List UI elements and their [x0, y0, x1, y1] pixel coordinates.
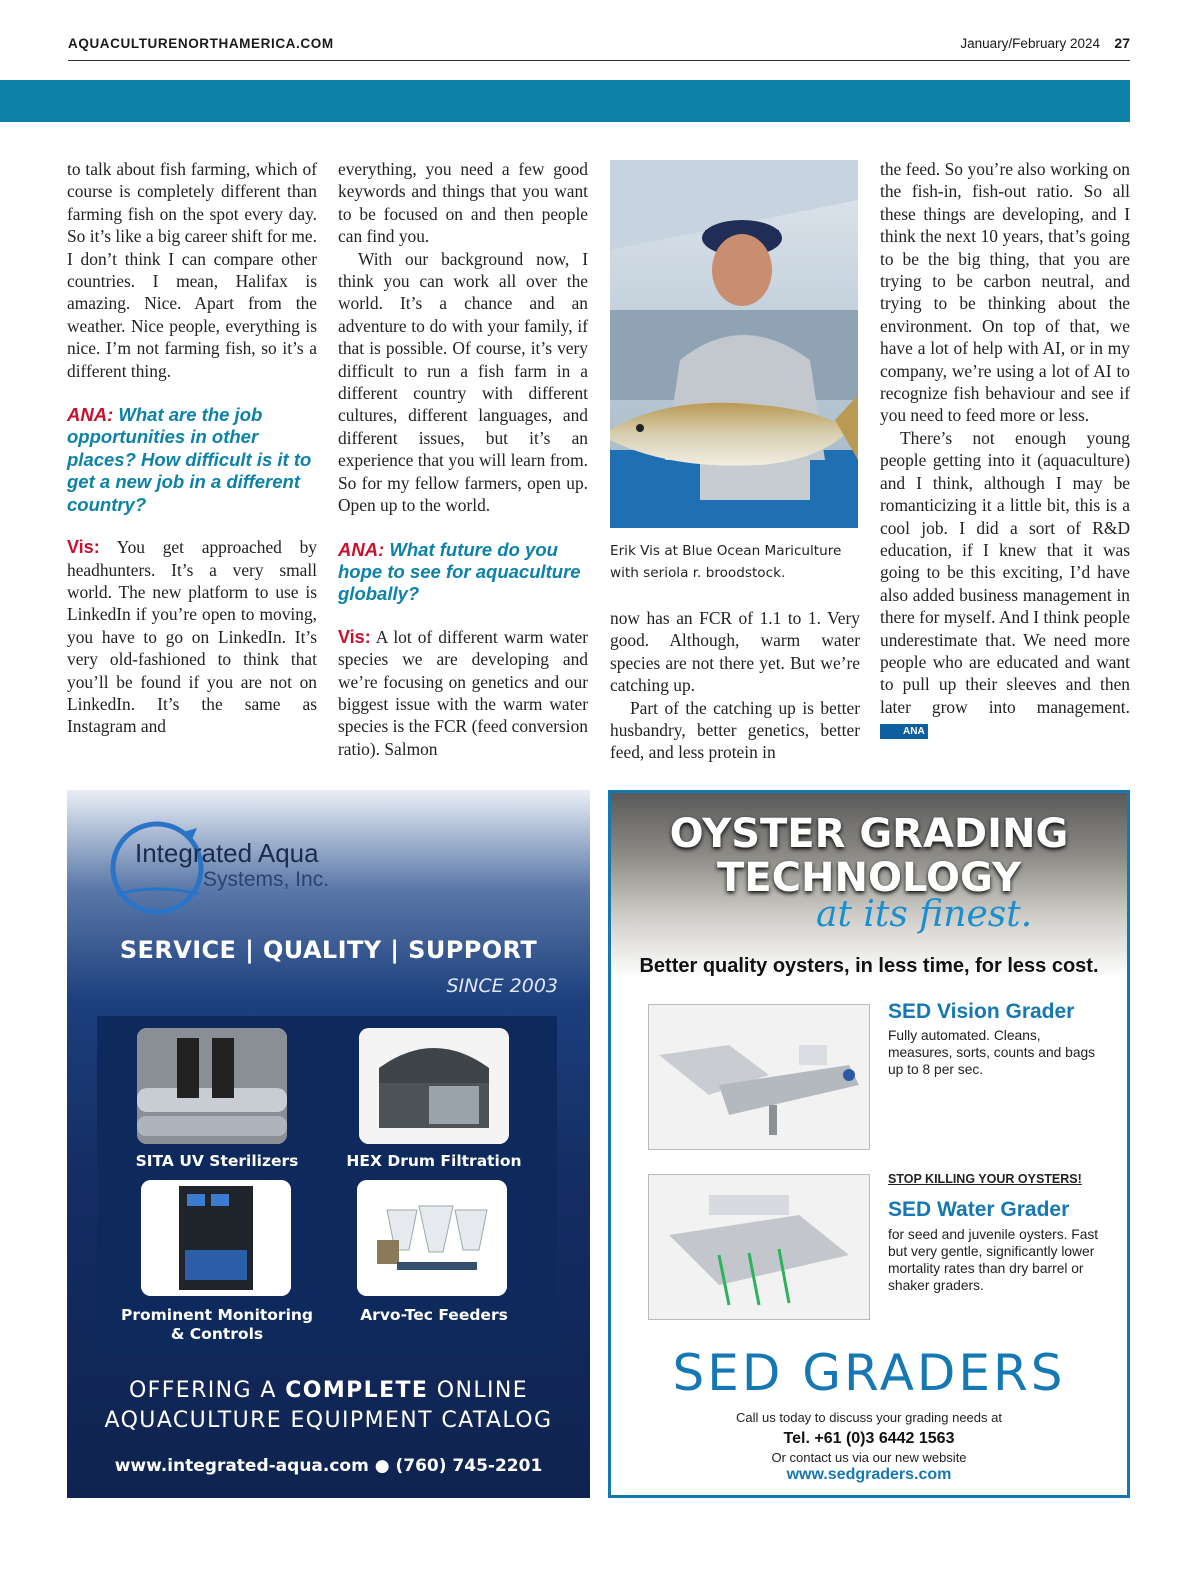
- headline-line2: TECHNOLOGY: [717, 855, 1021, 901]
- paragraph: to talk about fish farming, which of course is completely different than farming fish on the spot every day. So it’s like a big career shift for me. I don’t think I can compare other countries. I mean, Halifax is amazing. Nice. Apart from the weather. Nice people, everything is nice. I’m not farming fish, so it’s a different thing.: [67, 159, 317, 381]
- question-text: What are the job opportunities in other places? How difficult is it to get a new job in a different country?: [67, 404, 312, 515]
- drum-filter-icon: [359, 1028, 509, 1144]
- product-name: SED Water Grader: [888, 1198, 1070, 1221]
- ad-sed-graders[interactable]: [608, 790, 1130, 1498]
- offer-emphasis: COMPLETE: [285, 1378, 429, 1403]
- question-text: What future do you hope to see for aquaculture globally?: [338, 538, 581, 605]
- product-description: Fully automated. Cleans, measures, sorts, counts and bags up to 8 per sec.: [888, 1028, 1096, 1077]
- paragraph: the feed. So you’re also working on the fish-in, fish-out ratio. So all these things are developing, and I think the next 10 years, that’s going to be the big thing, that you are trying to be carbon neutral, and trying to be thinking about the environment. On top of that, we have a lot of help with AI, or in my company, we’re using a lot of AI to recognize fish behaviour and see if you need to feed more or less.: [880, 159, 1130, 426]
- product-label: Prominent Monitoring & Controls: [120, 1306, 314, 1343]
- ad-headline: [608, 812, 1130, 900]
- article-column-1: [67, 158, 317, 738]
- sed-graders-logo: SED GRADERS: [672, 1344, 1066, 1402]
- catalog-offer: [67, 1376, 590, 1436]
- paragraph: now has an FCR of 1.1 to 1. Very good. Although, warm water species are not there yet. But we’re catching up.: [610, 608, 860, 696]
- feeders-image: [357, 1180, 507, 1296]
- header-color-band: [0, 80, 1130, 122]
- page-header: [68, 34, 1130, 61]
- contact-note: Or contact us via our new website: [771, 1450, 967, 1465]
- ad-contact[interactable]: www.integrated-aqua.com ● (760) 745-2201: [114, 1456, 543, 1476]
- product-description: for seed and juvenile oysters. Fast but very gentle, significantly lower mortality rates than dry barrel or shaker graders.: [888, 1227, 1099, 1293]
- end-of-article-mark: ANA: [880, 724, 928, 739]
- paragraph: With our background now, I think you can work all over the world. It’s a chance and an adventure to do with your family, if that is possible. Of course, it’s very difficult to run a fish farm in a different country with different cultures, different languages, and different issues, but it’s an experience that you will learn from. So for my fellow farmers, open up. Open up to the world.: [338, 248, 588, 516]
- uv-sterilizer-image: [137, 1028, 287, 1144]
- paragraph: Part of the catching up is better husbandry, better genetics, better feed, and less protein in: [610, 697, 860, 763]
- site-name[interactable]: AQUACULTURENORTHAMERICA.COM: [68, 36, 334, 51]
- answer-speaker: Vis:: [338, 626, 371, 647]
- vision-grader-image: [648, 1004, 870, 1150]
- feeder-icon: [357, 1180, 507, 1296]
- article-column-4: [880, 158, 1130, 741]
- interview-answer: [67, 536, 317, 738]
- interview-question: [67, 404, 317, 516]
- question-speaker: ANA:: [67, 404, 114, 426]
- offer-text: OFFERING A: [128, 1378, 286, 1403]
- product-label: SITA UV Sterilizers: [135, 1152, 299, 1170]
- drum-filter-image: [359, 1028, 509, 1144]
- page-number: 27: [1114, 35, 1130, 51]
- interview-question: [338, 539, 588, 606]
- ad-integrated-aqua[interactable]: [67, 790, 590, 1498]
- call-to-action: Call us today to discuss your grading needs at: [736, 1410, 1002, 1425]
- stop-notice: STOP KILLING YOUR OYSTERS!: [888, 1172, 1082, 1186]
- article-photo: [610, 160, 858, 528]
- uv-sterilizer-icon: [137, 1028, 287, 1144]
- paragraph: everything, you need a few good keywords and things that you want to be focused on and then people can find you.: [338, 159, 588, 247]
- product-grid: [97, 1016, 557, 1354]
- since-year: SINCE 2003: [446, 975, 558, 997]
- article-column-2: [338, 158, 588, 760]
- company-name: Integrated Aqua: [135, 838, 319, 868]
- headline-script: at its finest.: [816, 894, 1033, 935]
- grader-machine-icon: [649, 1005, 869, 1149]
- company-name-suffix: Systems, Inc.: [203, 868, 330, 891]
- monitoring-controls-image: [141, 1180, 291, 1296]
- offer-text: ONLINE: [428, 1378, 529, 1403]
- question-speaker: ANA:: [338, 538, 385, 560]
- ad-subhead: Better quality oysters, in less time, for less cost.: [639, 955, 1099, 977]
- photo-caption: Erik Vis at Blue Ocean Mariculture with seriola r. broodstock.: [610, 543, 842, 581]
- water-grader-icon: [649, 1175, 869, 1319]
- photo-illustration: [610, 160, 858, 528]
- paragraph-text: There’s not enough young people getting into it (aquaculture) and I think, although I may be romanticizing it a little bit, this is a cool job. I did a sort of R&D education, if I knew that it was going to be this exciting, I’d have also added business management in there for myself. And I think people underestimate that. We need more people who are educated and want to pull up their sleeves and then later grow into management.: [880, 427, 1130, 717]
- interview-answer: [338, 626, 588, 760]
- answer-text: You get approached by headhunters. It’s a very small world. The new platform to use is LinkedIn if you’re open to moving, you have to go on LinkedIn. It’s very old-fashioned to think that you’ll be found if you are not on LinkedIn. It’s the same as Instagram and: [67, 537, 317, 737]
- control-panel-icon: [141, 1180, 291, 1296]
- website-link[interactable]: www.sedgraders.com: [786, 1466, 952, 1483]
- water-grader-image: [648, 1174, 870, 1320]
- telephone[interactable]: Tel. +61 (0)3 6442 1563: [783, 1430, 955, 1447]
- paragraph: [880, 427, 1130, 741]
- answer-speaker: Vis:: [67, 537, 100, 558]
- issue-date: January/February 2024: [960, 36, 1100, 51]
- offer-text-line2: AQUACULTURE EQUIPMENT CATALOG: [104, 1408, 553, 1433]
- product-label: HEX Drum Filtration: [346, 1152, 522, 1170]
- headline-line1: OYSTER GRADING: [669, 811, 1069, 857]
- product-name: SED Vision Grader: [888, 1000, 1075, 1023]
- article-column-3: [610, 607, 860, 764]
- answer-text: A lot of different warm water species we are developing and we’re focusing on genetics and our biggest issue with the warm water species is the FCR (feed conversion ratio). Salmon: [338, 626, 588, 759]
- product-label: Arvo-Tec Feeders: [360, 1306, 508, 1324]
- ad-tagline: SERVICE | QUALITY | SUPPORT: [119, 936, 538, 964]
